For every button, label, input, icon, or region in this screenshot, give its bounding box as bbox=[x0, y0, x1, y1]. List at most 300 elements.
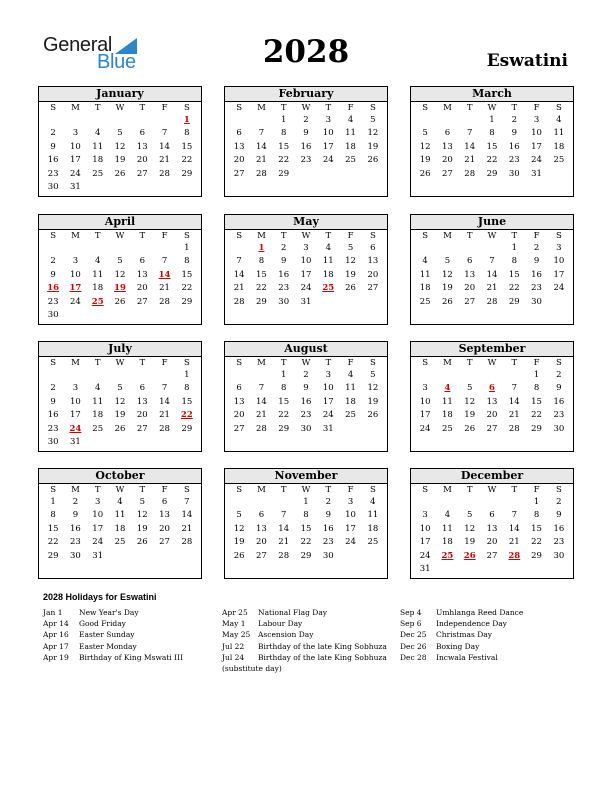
weekday-label: W bbox=[487, 231, 497, 241]
day-cell: 18 bbox=[92, 155, 104, 166]
day-cell: 11 bbox=[345, 383, 356, 394]
day-cell: 1 bbox=[280, 370, 287, 380]
substitute-day-note: (substitute day) bbox=[222, 663, 282, 673]
day-cell: 31 bbox=[322, 423, 334, 434]
day-cell: 30 bbox=[47, 181, 59, 192]
day-cell: 28 bbox=[278, 550, 290, 561]
day-cell: 10 bbox=[92, 510, 104, 521]
day-cell: 2 bbox=[50, 256, 56, 267]
day-grid bbox=[411, 357, 573, 436]
empty-cell bbox=[503, 369, 525, 382]
weekday-label: F bbox=[161, 103, 168, 113]
day-cell: 9 bbox=[325, 510, 331, 521]
day-cell: 27 bbox=[136, 168, 148, 179]
day-cell: 12 bbox=[419, 141, 431, 152]
day-cell: 6 bbox=[489, 510, 495, 521]
day-cell: 14 bbox=[256, 396, 267, 407]
day-cell: 14 bbox=[508, 396, 520, 407]
day-cell: 18 bbox=[553, 141, 565, 152]
day-cell: 21 bbox=[256, 410, 267, 421]
day-cell: 31 bbox=[92, 550, 104, 561]
weekday-label: S bbox=[183, 485, 190, 495]
day-cell: 8 bbox=[184, 383, 190, 394]
weekday-label: S bbox=[369, 485, 376, 495]
day-cell: 4 bbox=[94, 256, 101, 267]
day-cell: 20 bbox=[256, 537, 267, 548]
day-cell: 21 bbox=[508, 537, 520, 548]
day-cell: 29 bbox=[181, 168, 193, 179]
month-name: December bbox=[411, 469, 573, 484]
day-cell: 16 bbox=[508, 141, 520, 152]
day-cell: 25 bbox=[92, 423, 104, 434]
day-cell: 23 bbox=[508, 155, 520, 166]
weekday-label: F bbox=[161, 231, 168, 241]
day-cell: 7 bbox=[161, 256, 168, 267]
day-cell: 2 bbox=[556, 497, 562, 507]
day-cell: 22 bbox=[300, 537, 312, 548]
day-cell: 5 bbox=[370, 370, 376, 380]
empty-cell bbox=[481, 369, 503, 382]
day-cell: 31 bbox=[70, 436, 81, 447]
day-cell: 29 bbox=[278, 168, 290, 179]
day-cell: 18 bbox=[345, 141, 356, 152]
day-cell: 3 bbox=[325, 370, 331, 380]
day-cell: 14 bbox=[508, 523, 520, 534]
day-cell: 9 bbox=[50, 269, 56, 280]
day-cell: 26 bbox=[233, 550, 245, 561]
day-cell: 6 bbox=[139, 256, 145, 267]
day-cell: 21 bbox=[278, 537, 290, 548]
day-cell: 30 bbox=[322, 550, 334, 561]
day-cell: 4 bbox=[94, 128, 101, 139]
holiday-date: 25 bbox=[91, 296, 104, 307]
holiday-column bbox=[222, 607, 387, 674]
day-cell: 19 bbox=[367, 141, 379, 152]
day-cell: 14 bbox=[256, 141, 267, 152]
day-cell: 2 bbox=[50, 128, 56, 139]
empty-cell bbox=[228, 369, 250, 382]
day-cell: 28 bbox=[464, 168, 476, 179]
holiday-name: Birthday of the late King Sobhuza bbox=[258, 641, 387, 651]
weekday-label: T bbox=[325, 231, 332, 241]
holiday-column bbox=[43, 607, 183, 663]
day-cell: 8 bbox=[184, 256, 190, 267]
day-cell: 29 bbox=[278, 423, 290, 434]
holiday-column bbox=[400, 607, 523, 663]
day-cell: 22 bbox=[47, 537, 59, 548]
day-cell: 22 bbox=[508, 283, 520, 294]
empty-cell bbox=[42, 114, 64, 127]
day-cell: 7 bbox=[511, 383, 517, 394]
weekday-label: F bbox=[533, 358, 540, 368]
day-cell: 5 bbox=[422, 128, 428, 139]
month-name: February bbox=[225, 87, 387, 102]
day-cell: 26 bbox=[367, 410, 379, 421]
day-cell: 26 bbox=[345, 283, 356, 294]
day-cell: 15 bbox=[486, 141, 498, 152]
holiday-row bbox=[43, 641, 183, 652]
weekday-label: S bbox=[555, 358, 562, 368]
day-cell: 1 bbox=[280, 115, 287, 125]
weekday-label: W bbox=[487, 103, 497, 113]
day-grid bbox=[225, 230, 387, 309]
day-cell: 4 bbox=[370, 497, 376, 507]
empty-cell bbox=[109, 369, 131, 382]
empty-cell bbox=[436, 242, 458, 255]
day-cell: 24 bbox=[92, 537, 104, 548]
holiday-date: 25 bbox=[441, 550, 454, 561]
weekday-label: T bbox=[511, 231, 518, 241]
holiday-row bbox=[43, 618, 183, 629]
weekday-label: F bbox=[347, 485, 354, 495]
day-cell: 21 bbox=[159, 283, 170, 294]
day-cell: 29 bbox=[181, 296, 193, 307]
day-cell: 6 bbox=[236, 383, 242, 394]
holiday-date-label: May 1 bbox=[222, 619, 246, 629]
day-cell: 20 bbox=[233, 410, 245, 421]
holiday-date-label: Apr 19 bbox=[43, 652, 69, 662]
month-april bbox=[38, 214, 202, 325]
day-cell: 20 bbox=[136, 155, 148, 166]
empty-cell bbox=[87, 242, 109, 255]
day-cell: 7 bbox=[236, 256, 242, 267]
empty-cell bbox=[436, 496, 458, 509]
day-grid bbox=[225, 484, 387, 563]
weekday-label: M bbox=[443, 485, 452, 495]
empty-cell bbox=[87, 114, 109, 127]
day-cell: 26 bbox=[114, 168, 126, 179]
logo-text-general: General bbox=[43, 34, 113, 56]
day-cell: 20 bbox=[486, 410, 498, 421]
empty-cell bbox=[109, 242, 131, 255]
weekday-label: F bbox=[347, 103, 354, 113]
day-cell: 29 bbox=[256, 296, 267, 307]
day-cell: 19 bbox=[233, 537, 245, 548]
day-cell: 11 bbox=[419, 269, 431, 280]
day-cell: 21 bbox=[159, 155, 170, 166]
day-cell: 16 bbox=[300, 396, 312, 407]
weekday-label: S bbox=[236, 231, 243, 241]
day-cell: 30 bbox=[508, 168, 520, 179]
day-cell: 4 bbox=[117, 497, 123, 507]
day-cell: 30 bbox=[531, 296, 542, 307]
weekday-label: T bbox=[280, 231, 287, 241]
holiday-date: 1 bbox=[258, 243, 265, 253]
day-cell: 4 bbox=[325, 243, 331, 253]
day-cell: 7 bbox=[466, 128, 473, 139]
weekday-label: T bbox=[325, 485, 332, 495]
empty-cell bbox=[414, 242, 436, 255]
day-cell: 11 bbox=[442, 523, 453, 534]
weekday-label: W bbox=[301, 231, 311, 241]
holiday-name: Birthday of King Mswati III bbox=[79, 652, 184, 662]
day-cell: 23 bbox=[531, 283, 542, 294]
holiday-name: New Year's Day bbox=[79, 608, 139, 617]
day-cell: 11 bbox=[442, 396, 453, 407]
holiday-name: Christmas Day bbox=[436, 630, 492, 640]
day-cell: 2 bbox=[72, 497, 79, 507]
day-cell: 12 bbox=[233, 523, 245, 534]
day-cell: 10 bbox=[553, 256, 565, 267]
day-cell: 21 bbox=[181, 523, 193, 534]
holiday-date-label: Jan 1 bbox=[43, 608, 63, 617]
day-cell: 6 bbox=[161, 497, 168, 507]
day-cell: 23 bbox=[47, 168, 59, 179]
day-cell: 18 bbox=[367, 523, 379, 534]
day-grid bbox=[411, 230, 573, 309]
holiday-row bbox=[43, 629, 183, 640]
day-cell: 30 bbox=[278, 296, 290, 307]
day-cell: 5 bbox=[117, 128, 123, 139]
day-cell: 10 bbox=[531, 128, 542, 139]
empty-cell bbox=[228, 242, 250, 255]
day-cell: 18 bbox=[114, 523, 126, 534]
weekday-label: W bbox=[301, 485, 311, 495]
day-cell: 8 bbox=[184, 128, 190, 139]
day-cell: 1 bbox=[184, 243, 190, 253]
empty-cell bbox=[64, 242, 86, 255]
day-cell: 29 bbox=[508, 296, 520, 307]
day-cell: 19 bbox=[114, 410, 126, 421]
day-cell: 27 bbox=[256, 550, 267, 561]
weekday-label: F bbox=[347, 358, 354, 368]
day-cell: 13 bbox=[442, 141, 453, 152]
day-cell: 10 bbox=[70, 396, 81, 407]
weekday-label: W bbox=[115, 103, 125, 113]
day-cell: 26 bbox=[442, 296, 453, 307]
day-cell: 13 bbox=[233, 396, 245, 407]
day-grid bbox=[39, 102, 201, 194]
holiday-row bbox=[400, 618, 523, 629]
day-cell: 25 bbox=[345, 155, 356, 166]
holiday-name: Umhlanga Reed Dance bbox=[436, 608, 524, 617]
day-cell: 8 bbox=[303, 510, 309, 521]
weekday-label: M bbox=[443, 103, 452, 113]
day-cell: 11 bbox=[322, 256, 334, 267]
day-cell: 11 bbox=[553, 128, 565, 139]
weekday-label: W bbox=[487, 485, 497, 495]
month-name: March bbox=[411, 87, 573, 102]
weekday-label: M bbox=[71, 358, 80, 368]
empty-cell bbox=[414, 369, 436, 382]
month-july bbox=[38, 341, 202, 452]
weekday-label: S bbox=[183, 231, 190, 241]
day-cell: 19 bbox=[367, 396, 379, 407]
day-cell: 11 bbox=[367, 510, 379, 521]
day-cell: 17 bbox=[322, 141, 334, 152]
day-cell: 7 bbox=[161, 128, 168, 139]
day-cell: 10 bbox=[322, 128, 334, 139]
day-cell: 1 bbox=[511, 243, 517, 253]
day-cell: 5 bbox=[139, 497, 145, 507]
day-cell: 13 bbox=[136, 141, 148, 152]
day-cell: 14 bbox=[159, 396, 170, 407]
month-name: September bbox=[411, 342, 573, 357]
day-cell: 12 bbox=[442, 269, 453, 280]
weekday-label: T bbox=[466, 231, 473, 241]
day-cell: 27 bbox=[233, 168, 245, 179]
empty-cell bbox=[64, 114, 86, 127]
day-cell: 2 bbox=[556, 370, 562, 380]
weekday-label: M bbox=[71, 231, 80, 241]
holiday-date-label: Dec 28 bbox=[400, 652, 427, 662]
day-cell: 21 bbox=[464, 155, 476, 166]
day-cell: 27 bbox=[159, 537, 170, 548]
empty-cell bbox=[481, 496, 503, 509]
day-grid bbox=[411, 484, 573, 576]
day-cell: 3 bbox=[94, 497, 101, 507]
day-cell: 7 bbox=[184, 497, 190, 507]
day-cell: 25 bbox=[419, 296, 431, 307]
day-cell: 14 bbox=[159, 141, 170, 152]
day-cell: 17 bbox=[531, 141, 542, 152]
day-cell: 10 bbox=[300, 256, 312, 267]
holiday-date: 1 bbox=[183, 115, 190, 125]
day-cell: 22 bbox=[278, 155, 290, 166]
day-cell: 16 bbox=[553, 523, 565, 534]
weekday-label: S bbox=[236, 485, 243, 495]
empty-cell bbox=[153, 114, 175, 127]
weekday-label: M bbox=[257, 358, 266, 368]
day-cell: 12 bbox=[114, 141, 126, 152]
day-cell: 13 bbox=[233, 141, 245, 152]
day-cell: 16 bbox=[553, 396, 565, 407]
day-cell: 23 bbox=[300, 410, 312, 421]
holiday-row bbox=[222, 607, 387, 618]
weekday-label: M bbox=[443, 231, 452, 241]
day-cell: 13 bbox=[367, 256, 379, 267]
day-cell: 28 bbox=[159, 296, 170, 307]
day-cell: 7 bbox=[258, 383, 265, 394]
day-cell: 9 bbox=[303, 128, 309, 139]
weekday-label: M bbox=[257, 231, 266, 241]
day-cell: 10 bbox=[419, 396, 431, 407]
day-cell: 5 bbox=[117, 256, 123, 267]
day-cell: 15 bbox=[508, 269, 520, 280]
holiday-date-label: Apr 17 bbox=[43, 641, 69, 651]
day-cell: 3 bbox=[303, 243, 309, 253]
day-cell: 27 bbox=[233, 423, 245, 434]
day-cell: 20 bbox=[136, 283, 148, 294]
weekday-label: F bbox=[347, 231, 354, 241]
day-cell: 8 bbox=[533, 383, 540, 394]
day-cell: 19 bbox=[442, 283, 453, 294]
day-cell: 3 bbox=[347, 497, 354, 507]
day-cell: 18 bbox=[345, 396, 356, 407]
day-cell: 5 bbox=[370, 115, 376, 125]
day-cell: 18 bbox=[322, 269, 334, 280]
empty-cell bbox=[273, 496, 295, 509]
day-cell: 14 bbox=[233, 269, 245, 280]
day-cell: 4 bbox=[444, 510, 451, 521]
day-cell: 7 bbox=[280, 510, 287, 521]
day-cell: 22 bbox=[531, 410, 542, 421]
day-cell: 6 bbox=[139, 383, 145, 394]
holiday-row bbox=[222, 652, 387, 663]
day-cell: 12 bbox=[367, 383, 379, 394]
day-cell: 9 bbox=[511, 128, 517, 139]
day-cell: 8 bbox=[511, 256, 517, 267]
weekday-label: W bbox=[487, 358, 497, 368]
day-cell: 15 bbox=[531, 523, 542, 534]
empty-cell bbox=[153, 369, 175, 382]
day-cell: 20 bbox=[136, 410, 148, 421]
day-cell: 4 bbox=[556, 115, 562, 125]
day-cell: 24 bbox=[419, 550, 431, 561]
empty-cell bbox=[459, 114, 481, 127]
weekday-label: T bbox=[325, 358, 332, 368]
day-cell: 3 bbox=[72, 383, 79, 394]
weekday-label: S bbox=[555, 103, 562, 113]
day-cell: 10 bbox=[345, 510, 356, 521]
weekday-label: T bbox=[511, 103, 518, 113]
weekday-label: S bbox=[183, 103, 190, 113]
holiday-name: Labour Day bbox=[258, 619, 303, 629]
day-cell: 19 bbox=[419, 155, 431, 166]
day-cell: 30 bbox=[47, 309, 59, 320]
empty-cell bbox=[87, 369, 109, 382]
day-cell: 29 bbox=[531, 423, 542, 434]
day-cell: 24 bbox=[70, 296, 81, 307]
weekday-label: T bbox=[139, 485, 146, 495]
empty-cell bbox=[153, 242, 175, 255]
weekday-label: M bbox=[257, 485, 266, 495]
holidays-title: 2028 Holidays for Eswatini bbox=[43, 592, 157, 602]
holiday-date: 4 bbox=[444, 383, 451, 394]
day-cell: 22 bbox=[181, 283, 193, 294]
day-cell: 30 bbox=[300, 423, 312, 434]
day-cell: 12 bbox=[136, 510, 148, 521]
day-cell: 29 bbox=[181, 423, 193, 434]
weekday-label: T bbox=[139, 358, 146, 368]
day-cell: 8 bbox=[533, 510, 540, 521]
day-cell: 25 bbox=[114, 537, 126, 548]
weekday-label: S bbox=[555, 231, 562, 241]
day-cell: 2 bbox=[303, 115, 309, 125]
month-november bbox=[224, 468, 388, 579]
day-cell: 12 bbox=[464, 523, 476, 534]
day-cell: 15 bbox=[181, 269, 193, 280]
holiday-date: 25 bbox=[322, 283, 335, 294]
weekday-label: M bbox=[71, 485, 80, 495]
holiday-date-label: May 25 bbox=[222, 630, 251, 640]
day-cell: 9 bbox=[280, 256, 287, 267]
day-cell: 29 bbox=[300, 550, 312, 561]
day-cell: 16 bbox=[278, 269, 290, 280]
day-cell: 22 bbox=[278, 410, 290, 421]
day-cell: 8 bbox=[258, 256, 265, 267]
day-cell: 15 bbox=[278, 396, 290, 407]
day-cell: 17 bbox=[70, 155, 81, 166]
day-cell: 10 bbox=[419, 523, 431, 534]
weekday-label: F bbox=[533, 231, 540, 241]
empty-cell bbox=[228, 114, 250, 127]
day-cell: 26 bbox=[367, 155, 379, 166]
month-february bbox=[224, 86, 388, 197]
day-cell: 16 bbox=[47, 155, 59, 166]
day-cell: 24 bbox=[419, 423, 431, 434]
holiday-date-label: Dec 25 bbox=[400, 630, 427, 640]
day-cell: 12 bbox=[464, 396, 476, 407]
empty-cell bbox=[436, 114, 458, 127]
day-cell: 31 bbox=[531, 168, 542, 179]
weekday-label: S bbox=[422, 103, 429, 113]
day-cell: 29 bbox=[47, 550, 59, 561]
day-cell: 9 bbox=[556, 383, 562, 394]
day-cell: 3 bbox=[422, 383, 428, 394]
weekday-label: S bbox=[50, 358, 57, 368]
day-cell: 13 bbox=[486, 396, 498, 407]
